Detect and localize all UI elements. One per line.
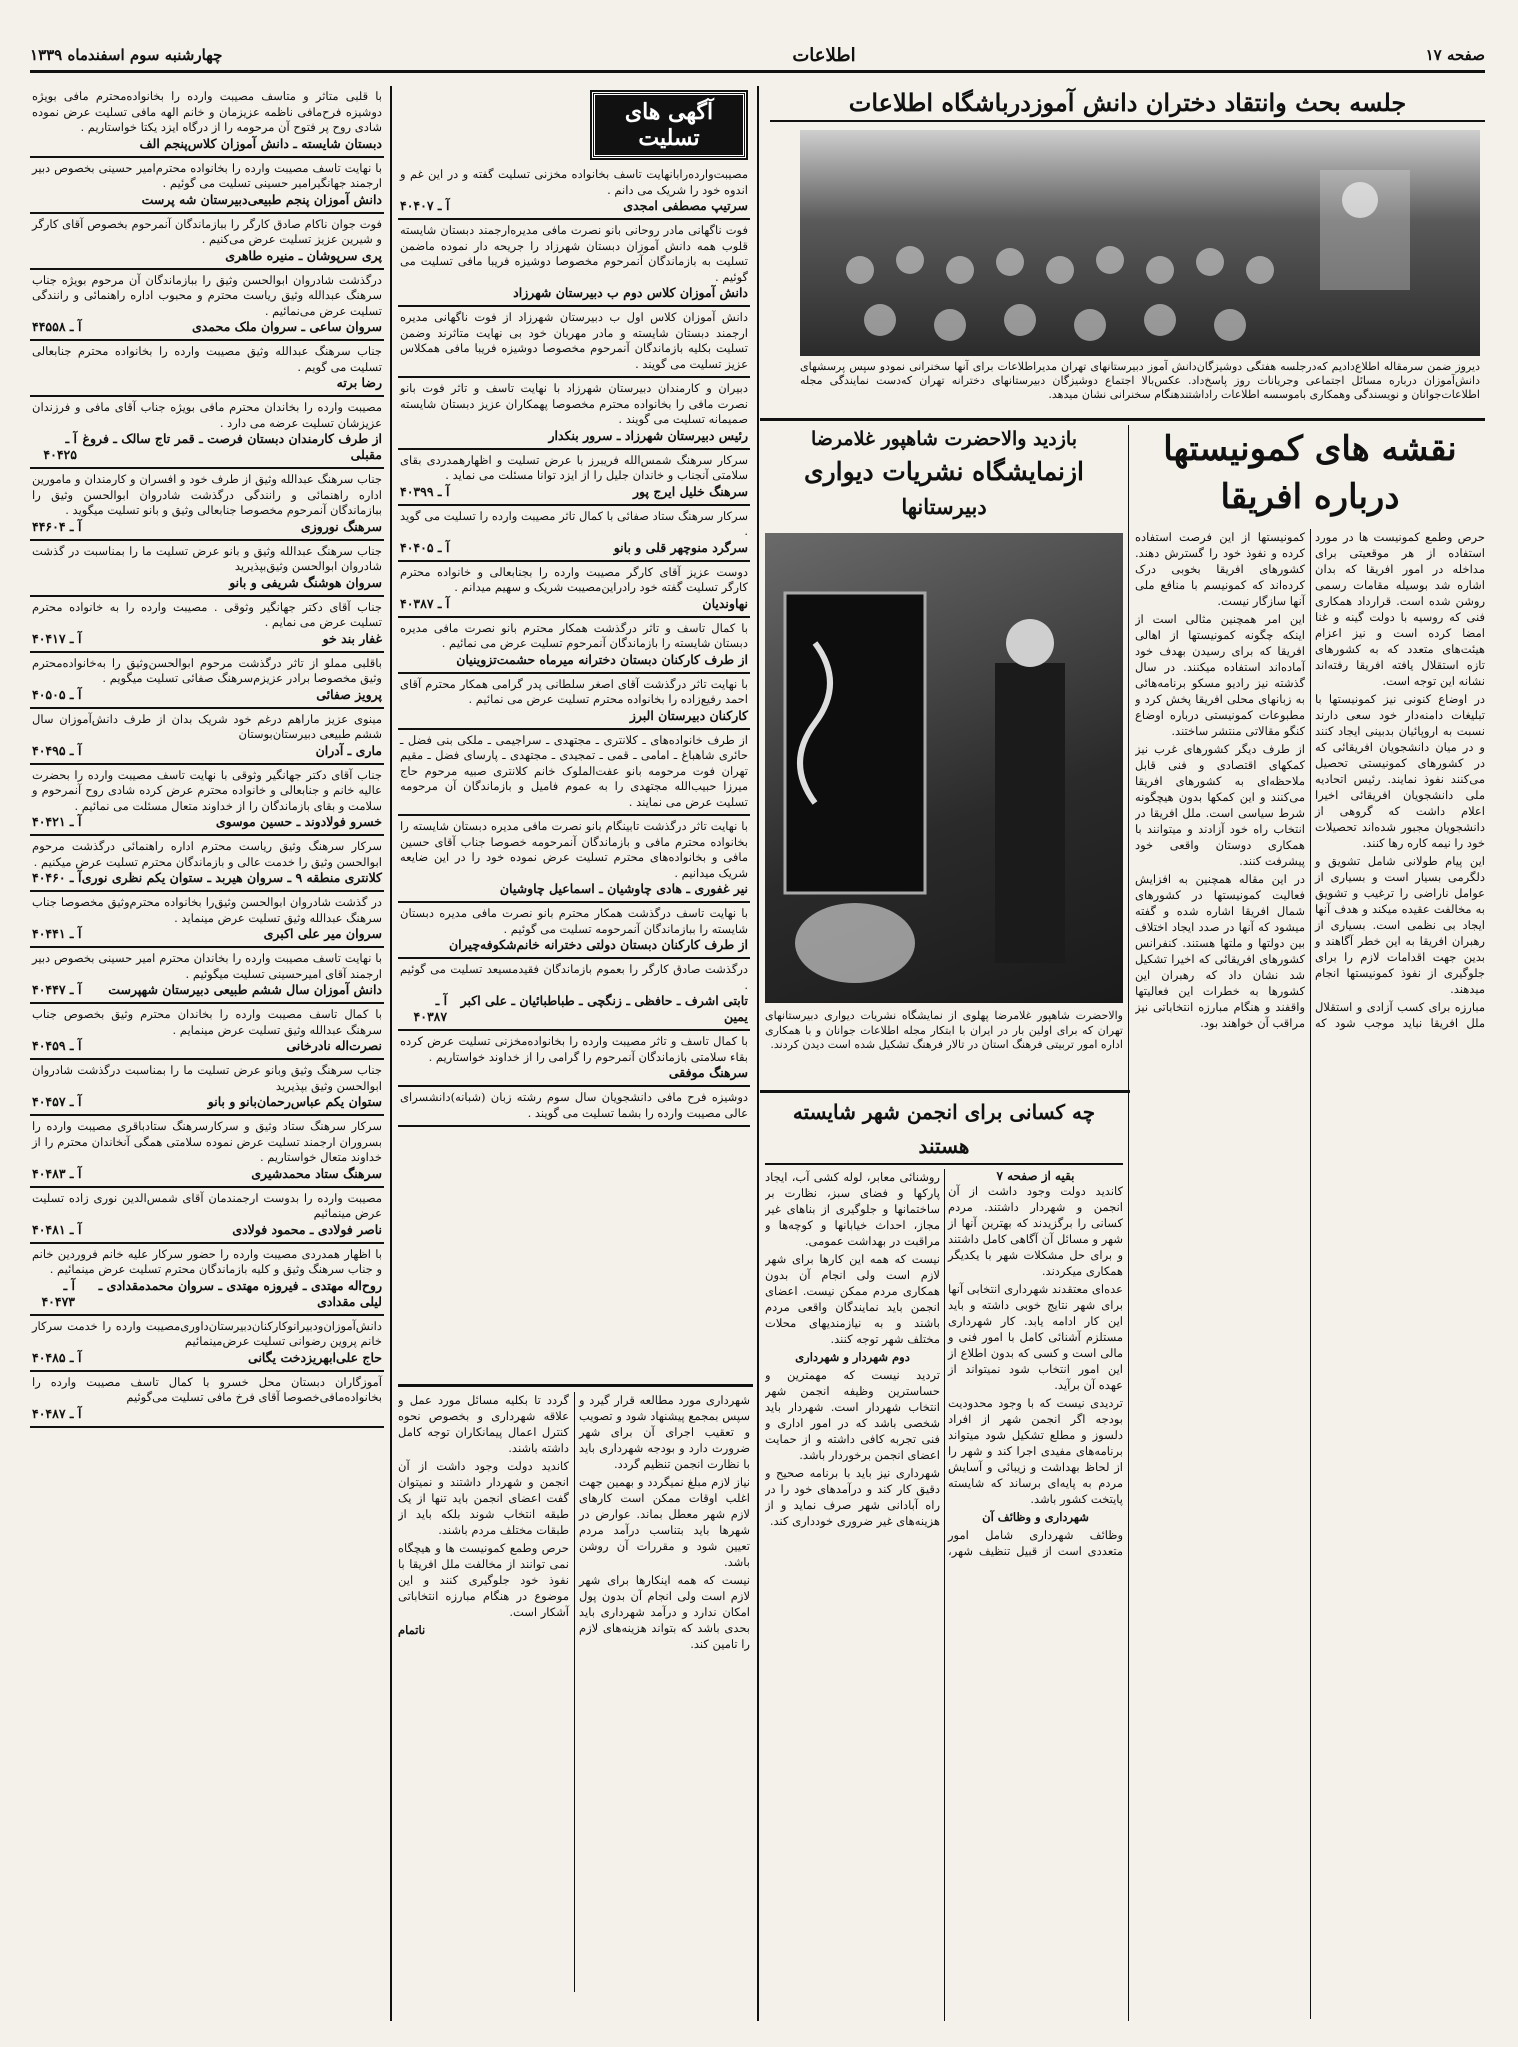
page-number: صفحه ۱۷ [1425, 46, 1485, 64]
notice-signature: ماری ـ آدران [315, 742, 382, 758]
page-header [30, 40, 1485, 73]
notice-signature: کارکنان دبیرستان البرز [629, 707, 748, 723]
notice-signature-row [400, 1065, 748, 1081]
condolence-notice [30, 1372, 384, 1428]
condolence-notice [30, 1004, 384, 1060]
notice-signature-row [32, 1350, 382, 1366]
condolence-notice [30, 541, 384, 597]
notice-code: آ ـ ۴۰۴۴۷ [32, 982, 82, 997]
notice-code: آ ـ ۴۰۴۴۱ [32, 926, 82, 941]
condolence-notice [398, 307, 750, 378]
notice-text: جناب سرهنگ وثیق وبانو عرض تسلیت ما را بمناسبت درگذشت شادروان ابوالحسن وثیق بپذیرید [32, 1063, 382, 1093]
condolence-notice [30, 597, 384, 653]
notice-signature-row [400, 198, 748, 214]
notice-text: آموزگاران دبستان محل خسرو با کمال تاسف مصیبت وارده را بخانواده‌مافی‌خصوصا آقای فرخ مافی تسلیت می‌گوئیم [32, 1374, 382, 1404]
paragraph: شهرداری مورد مطالعه قرار گیرد و سپس بمجمع پیشنهاد شود و تصویب و تعقیب اجرای آن برای شهر ضرورت دارد و بودجه شهرداری باید با نظارت انجمن تنظیم گردد. [579, 1393, 750, 1471]
notice-signature: سرهنگ ستاد محمدشیری [251, 1165, 382, 1181]
notice-signature-row [32, 431, 382, 463]
condolence-notice [30, 948, 384, 1004]
notice-signature-row [32, 631, 382, 647]
notice-code: آ ـ ۴۰۳۹۹ [400, 483, 450, 499]
notice-signature-row [32, 814, 382, 830]
condolence-notice [30, 892, 384, 948]
notice-text: مصیبت وارده را بخاندان محترم مافی بویژه جناب آقای مافی و فرزندان عزیزشان تسلیت عرضه می دارد . [32, 400, 382, 430]
notice-signature-row [32, 575, 382, 591]
photo-caption: والاحضرت شاهپور غلامرضا پهلوی از نمایشگاه نشریات دیواری دبیرستانهای تهران که برای اولین بار در ایران با ابتکار مجله اطلاعات جوانان و با همکاری اداره امور تربیتی فرهنگ استان در تالار فرهنگ تشکیل شده است دیدن کردند. [765, 1009, 1123, 1051]
paragraph: در این مقاله همچنین به افزایش فعالیت کمونیستها در کشورهای شمال افریقا اشاره شده و گفته میشود که آنها در صدد ایجاد اختلاف بین دولتها و ملتها هستند. کنفرانس کشورهای افریقائی که اخیرا تشکیل شد نشان داد که رهبران این کشورها به خطرات این فعالیتها واقفند و هنگام مبارزه انتخاباتی نیز مراقب آن خواهند بود. [1135, 872, 1305, 1030]
paragraph: نیاز لازم مبلغ نمیگردد و بهمین جهت اغلب اوقات ممکن است کارهای لازم شهر معطل بماند. عوارض در شهرها باید بتناسب درآمد مردم تعیین شود و مقررات آن روشن باشد. [579, 1475, 750, 1569]
notice-text: با نهایت تاثر درگذشت آقای اصغر سلطانی پدر گرامی همکار محترم آقای احمد رفیع‌زاده را بخانواده محترم تسلیت عرض می نمائیم . [400, 676, 748, 706]
notice-signature-row [400, 596, 748, 612]
notice-signature: خسرو فولادوند ـ حسین موسوی [215, 814, 382, 829]
notice-signature-row [32, 319, 382, 335]
notice-signature-row [32, 1278, 382, 1310]
bottom-article [398, 1392, 750, 2020]
notice-signature: دبستان شایسته ـ دانش آموزان کلاس‌پنجم الف [139, 135, 382, 151]
headline-line-1: بازدید والاحضرت شاهپور غلامرضا [810, 428, 1077, 450]
notice-signature: سروان ساعی ـ سروان ملک محمدی [191, 319, 382, 334]
headline-line-3: دبیرستانها [901, 494, 987, 519]
photo-illustration [765, 533, 1123, 1003]
paragraph: کاندید دولت وجود داشت از آن انجمن و شهردار داشتند. مردم کسانی را برگزیدند که بهترین آنها از شهر و مسائل آن آگاهی کامل داشتند و برای حل مشکلات شهر با یکدیگر همکاری میکردند. [948, 1184, 1123, 1278]
notice-signature: از طرف کارکنان دبستان دخترانه میرماه حشمت‌تزوینیان [456, 651, 748, 667]
notice-code: آ ـ ۴۰۴۵۹ [32, 1038, 82, 1053]
notice-signature-row [400, 540, 748, 556]
headline-line-1: نقشه های کمونیستها [1163, 429, 1457, 469]
notice-signature-row [32, 519, 382, 535]
notice-signature-row [32, 926, 382, 942]
condolence-notice [30, 86, 384, 158]
notice-signature: سرهنگ موفقی [668, 1065, 748, 1080]
divider [760, 1090, 1130, 1093]
paragraph: تردیدی نیست که با وجود محدودیت بودجه اگر انجمن شهر از افراد دلسوز و مطلع تشکیل شود میتواند برنامه‌های مفیدی اجرا کند و شهر را از لحاظ بهداشت و زیبائی و آسایش مردم به پایه‌ای برساند که شایسته پایتخت کشور باشد. [948, 1396, 1123, 1506]
notice-signature-row [32, 136, 382, 152]
notice-signature: روح‌اله مهتدی ـ فیروزه مهتدی ـ سروان محمدمقدادی ـ لیلی مقدادی [98, 1277, 382, 1309]
notice-signature-row [400, 285, 748, 301]
condolence-notice [398, 1087, 750, 1127]
article-city-council [765, 1095, 1123, 2021]
newspaper-name: اطلاعات [792, 44, 856, 66]
notice-code: آ ـ ۴۴۶۰۴ [32, 518, 82, 534]
issue-date: چهارشنبه سوم اسفندماه ۱۳۳۹ [30, 46, 223, 64]
notice-code: آ ـ ۴۰۴۷۳ [41, 1277, 76, 1309]
paragraph: این امر همچنین مثالی است از اینکه چگونه کمونیستها از اهالی افریقا که برای رسیدن بهدف خود آماده‌اند استفاده میکنند. در سال گذشته نیز رادیو مسکو برنامه‌هائی به زبانهای محلی افریقا پخش کرد و مطبوعات کمونیستی درباره اوضاع کنگو مقالاتی منتشر ساختند. [1135, 612, 1305, 738]
notice-text: مصیبت‌وارده‌رابانهایت تاسف بخانواده مخزنی تسلیت گفته و در این غم و اندوه خود را شریک می دانم . [400, 167, 748, 197]
notice-text: دبیران و کارمندان دبیرستان شهرزاد با نهایت تاسف و تاثر فوت بانو نصرت مافی را بخانواده محترم مخصوصا پهمکاران عزیز دبستان شایسته صمیمانه تسلیت می گویند . [400, 381, 748, 426]
paragraph: در اوضاع کنونی نیز کمونیستها با تبلیغات دامنه‌دار خود سعی دارند نسبت به اروپائیان بدبینی ایجاد کنند و در میان دانشجویان افریقائی که در کشورهای کمونیستی تحصیل می‌کنند نفوذ نمایند. رئیس اتحادیه ملی دانشجویان افریقائی اخیرا اعلام داشت که گروهی از دانشجویان مجبور شده‌اند تحصیلات خود را نیمه کاره رها کنند. [1315, 692, 1485, 850]
notice-signature: پری سرپوشان ـ منیره طاهری [225, 247, 382, 263]
notice-text: با قلبی متاثر و متاسف مصیبت وارده را بخانواده‌محترم مافی بویژه دوشیزه فرح‌مافی ناظمه عزیزمان و خانم الهه مافی تسلیت عرض نموده شادی روح پر فتوح آن مرحومه را از درگاه ایزد یکتا خواستاریم . [32, 89, 382, 134]
notice-text: با نهایت تاسف مصیبت وارده را بخاندان محترم امیر حسینی بخصوص دبیر ارجمند آقای امیرحسینی تسلیت میگوئیم . [32, 951, 382, 981]
notice-signature: سروان میر علی اکبری [263, 926, 382, 941]
notice-signature: پرویز صفائی [316, 686, 382, 702]
headline: چه کسانی برای انجمن شهر شایسته هستند [765, 1095, 1123, 1165]
notice-signature-row [32, 1038, 382, 1054]
notice-code: آ ـ ۴۰۴۱۷ [32, 630, 82, 646]
notice-text: مصیبت وارده را بدوست ارجمندمان آقای شمس‌الدین نوری زاده تسلیت عرض مینمائیم [32, 1190, 382, 1220]
notice-signature: حاج علی‌ابهریزدخت یگانی [248, 1349, 382, 1365]
notice-code: آ ـ ۴۰۴۶۰ [32, 870, 82, 885]
paragraph: شهرداری نیز باید با برنامه صحیح و دقیق کار کند و درآمدهای خود را در راه آبادانی شهر صرف نماید و از هزینه‌های غیر ضروری خودداری کند. [765, 1466, 940, 1528]
notice-signature: دانش آموزان پنجم طبیعی‌دبیرستان شه پرست [141, 191, 382, 207]
notice-text: سرکار سرهنگ شمس‌الله فریبرز با عرض تسلیت و اظهارهمدردی بقای سلامتی آنجناب و خاندان جلیل را از ایزد توانا مسئلت می نماید . [400, 452, 748, 482]
photo-exhibition-visit [765, 533, 1123, 1003]
notice-code: آ ـ ۴۰۳۸۷ [413, 993, 448, 1024]
notice-text: جناب سرهنگ عبدالله وثیق و بانو عرض تسلیت ما را بمناسبت در گذشت شادروان ابوالحسن وثیق‌بپذیرید [32, 543, 382, 573]
photo-students-meeting [800, 130, 1480, 356]
notice-signature: رضا برته [336, 375, 382, 390]
condolence-notice [398, 816, 750, 903]
condolence-notice [30, 836, 384, 892]
notice-signature-row [32, 1166, 382, 1182]
notice-text: با نهایت تاثر درگذشت تابینگام بانو نصرت مافی مدیره دبستان شایسته را بخانواده محترم مافی و بازماندگان آنمرحومه خصوصا جناب آقای حسین مافی و بخانواده‌های محترم تسلیت عرض نموده خود را در این ضایعه شریک میدانیم . [400, 819, 748, 880]
headline-line-2: ازنمایشگاه نشریات دیواری [804, 457, 1084, 486]
notice-signature-row [400, 881, 748, 897]
condolence-notice [398, 903, 750, 959]
notice-code: آ ـ ۴۰۵۰۵ [32, 686, 82, 702]
notice-signature: تابتی اشرف ـ حافظی ـ زنگچی ـ طباطبائیان ـ علی اکبر یمین [460, 993, 748, 1024]
notices-left-column [30, 86, 384, 2021]
notice-text: دوشیزه فرح مافی دانشجویان سال سوم رشته زبان (شبانه)دانشسرای عالی مصیبت وارده را بشما تسلیت می گویند . [400, 1090, 748, 1120]
paragraph: تردید نیست که مهمترین و حساسترین وظیفه انجمن شهر انتخاب شهردار است. شهردار باید شخصی باشد که در امور اداری و فنی تجربه کافی داشته و از حمایت اعضای انجمن برخوردار باشد. [765, 1368, 940, 1462]
photo-illustration [800, 130, 1480, 356]
notice-text: از طرف خانواده‌های ـ کلانتری ـ مجتهدی ـ سراجیمی ـ ملکی بنی فضل ـ حائری شاهباغ ـ امامی ـ قمی ـ تمجیدی ـ مجتهدی ـ پارسای فضل ـ مقیم تهران فوت مرحومه بانو عفت‌الملوک خانم کلانتری صبیه مرحوم حاج میرزا حبیب‌الله مجتهدی را به عموم فامیل و بازماندگان آن مرحومه تسلیت عرض می نمایند . [400, 732, 748, 809]
notice-code: آ ـ ۴۰۴۹۵ [32, 742, 82, 758]
condolence-notice [398, 618, 750, 674]
condolence-notice [30, 270, 384, 342]
notice-signature: از طرف کارکنان دبستان دولتی دخترانه خانم‌شکوفه‌چیران [449, 937, 748, 952]
condolence-notice [398, 674, 750, 730]
condolence-notice [398, 220, 750, 307]
paragraph: نیست که همه اینکارها برای شهر لازم است ولی انجام آن بدون پول امکان ندارد و درآمد شهرداری باید بحدی باشد که بتواند هزینه‌های لازم را تامین کند. [579, 1573, 750, 1651]
notice-signature: غفار بند خو [322, 630, 382, 646]
column-rule [757, 86, 759, 2021]
notice-signature-row [32, 248, 382, 264]
condolence-notice [398, 378, 750, 450]
article-visit [765, 425, 1123, 1085]
condolence-notice [398, 562, 750, 618]
notice-text: دانش‌آموزان‌ودبیرانو‌کارکنان‌دبیرستان‌داوری‌مصیبت وارده را خدمت سرکار خانم پروین رضوانی تسلیت عرض‌مینمائیم [32, 1318, 382, 1348]
notice-signature: ستوان یکم عباس‌رحمان‌بانو و بانو [207, 1094, 382, 1109]
notice-signature-row [32, 870, 382, 886]
notice-signature-row [400, 484, 748, 500]
paragraph: گردد تا بکلیه مسائل مورد عمل و علاقه شهرداری و بخصوص نحوه کنترل اعمال پیمانکاران توجه کامل داشته باشند. [398, 1393, 569, 1455]
condolence-notice [30, 397, 384, 469]
paragraph: حرص وطمع کمونیست ها و هیچگاه نمی توانند از مخالفت ملل افریقا با نفوذ خود جلوگیری کنند و این موضوع در هنگام مبارزه انتخاباتی آشکار است. [398, 1541, 569, 1619]
notice-signature-row [32, 982, 382, 998]
condolence-notice [30, 709, 384, 765]
notice-text: سرکار سرهنگ ستاد وثیق و سرکارسرهنگ ستادباقری مصیبت وارده را بسروران ارجمند تسلیت عرض نموده سلامتی همگی آنخاندان محترم را از خداوند متعال خواستاریم . [32, 1119, 382, 1164]
notice-text: جناب سرهنگ عبدالله وثیق از طرف خود و افسران و کارمندان و مامورین اداره راهنمائی و رانندگی درگذشت شادروان ابوالحسن وثیق را ببازماندگان آنمرحوم مخصوصا جنابعالی وثیق و بانو تسلیت میگوید . [32, 472, 382, 517]
notice-signature-row [32, 1406, 382, 1422]
notice-code: آ ـ ۴۴۵۵۸ [32, 319, 82, 334]
notice-signature-row [400, 428, 748, 444]
paragraph: عده‌ای معتقدند شهرداری انتخابی آنها برای شهر نتایج خوبی داشته و باید این کار ادامه یابد. کار شهرداری مستلزم آشنائی کامل با امور فنی و مالی است و کسی که بدون اطلاع از این امور انتخاب شود نمیتواند از عهده آن برآید. [948, 1282, 1123, 1392]
notice-text: با کمال تاسف و تاثر درگذشت همکار محترم بانو نصرت مافی مدیره دبستان شایسته را بازماندگان آنمرحوم تسلیت عرض می نمائیم . [400, 620, 748, 650]
notice-signature-row [32, 743, 382, 759]
end-marker: ناتمام [398, 1623, 426, 1637]
notice-text: با کمال تاسف و تاثر مصیبت وارده را بخانواده‌مخزنی تسلیت عرض کرده بقاء سلامتی بازماندگان آنمرحوم را گرامی را از خداوند خواستاریم . [400, 1034, 748, 1064]
photo-caption: دیروز ضمن سرمقاله اطلاع‌دادیم که‌درجلسه هفتگی دوشیزگان‌دانش آموز دبیرستانهای تهران مدیراطلاعات برای آنها سخنرانی نمودو سپس پرسشهای دانش‌آموزان درباره مسائل اجتماعی وجریانات روز پاسخ‌داد. عکس‌بالا اجتماع دوشیزگان دبیرستانهای دخترانه تهران که‌دست نمایندگی مجله اطلاعات‌جوانان و نویسندگی وهمکاری باموسسه اطلاعات راداشتندهنگام سخنرانی نشان میدهد. [800, 360, 1480, 401]
notice-code: آ ـ ۴۰۴۰۵ [400, 539, 450, 555]
condolence-notice [30, 341, 384, 397]
notice-text: با نهایت تاسف مصیبت وارده را بخانواده محترم‌امیر حسینی بخصوص دبیر ارجمند جهانگیرامیر حسینی تسلیت می گوئیم . [32, 160, 382, 190]
divider [398, 1384, 753, 1387]
notice-signature: نصرت‌اله نادرخانی [286, 1038, 382, 1053]
notice-signature-row [32, 192, 382, 208]
condolence-notice [398, 164, 750, 220]
notice-code: آ ـ ۴۰۴۸۱ [32, 1221, 82, 1237]
notice-code: آ ـ ۴۰۴۰۷ [400, 198, 450, 213]
continued-note: بقیه از صفحه ۷ [996, 1169, 1075, 1183]
notice-code: آ ـ ۴۰۴۵۷ [32, 1094, 82, 1109]
notice-text: فوت ناگهانی مادر روحانی بانو نصرت مافی مدیره‌ارجمند دبستان شایسته قلوب همه دانش آموزان دبستان شهرزاد را جریحه دار نموده ماضمن تسلیت به بازماندگان آنمرحوم مخصوصا دوشیزه فریبا مافی تسلیت می گوئیم . [400, 223, 748, 284]
paragraph: کاندید دولت وجود داشت از آن انجمن و شهردار داشتند و نمیتوان گفت اعضای انجمن باید تنها از یک طبقه انتخاب شوند بلکه باید از طبقات مختلف مردم باشند. [398, 1459, 569, 1537]
paragraph: از طرف دیگر کشورهای غرب نیز کمکهای اقتصادی و فنی قابل ملاحظه‌ای به کشورهای افریقا می‌کنند و این کمکها بدون هیچگونه شرط سیاسی است. ملل افریقا در انتخاب راه خود آزادند و میتوانند با همکاری دوستان واقعی خود پیشرفت کنند. [1135, 742, 1305, 868]
notice-code: آ ـ ۴۰۴۸۵ [32, 1349, 82, 1365]
condolence-notice [30, 1188, 384, 1244]
notice-signature: ناصر فولادی ـ محمود فولادی [232, 1221, 382, 1237]
notice-code: آ ـ ۴۰۳۸۷ [400, 595, 450, 611]
notice-signature-row [32, 1222, 382, 1238]
notice-signature: سرتیپ مصطفی امجدی [623, 198, 748, 213]
notices-middle-column [398, 86, 750, 1381]
paragraph: حرص وطمع کمونیست ها در مورد استفاده از هر موقعیتی برای مداخله در امور افریقا که بدان اشاره شد بوسیله مقامات رسمی روشن شده است. قرارداد همکاری فنی که روسیه با دولت گینه و غنا امضا کرده است و نیز اعزام هیئت‌های متعدد که به کشورهای تازه استقلال یافته افریقا رفته‌اند نشانه این توجه است. [1315, 530, 1485, 688]
condolence-notice [398, 959, 750, 1031]
notice-text: درگذشت صادق کارگر را بعموم بازماندگان فقیدمسیعد تسلیت می گوئیم . [400, 962, 748, 992]
condolence-notice [30, 1116, 384, 1188]
notice-code: آ ـ ۴۰۴۲۵ [43, 431, 77, 462]
notice-signature-row [400, 993, 748, 1025]
article-top [770, 86, 1485, 426]
column-rule [1128, 425, 1129, 2021]
condolence-notice [30, 653, 384, 709]
notice-signature-row [400, 652, 748, 668]
notice-text: با نهایت تاسف درگذشت همکار محترم بانو نصرت مافی مدیره دبستان شایسته را ببازماندگان آنمرحومه تسلیت می گوئیم . [400, 906, 748, 936]
notice-signature: کلانتری منطقه ۹ ـ سروان هیربد ـ ستوان یکم نظری نوری [81, 870, 382, 885]
notice-text: جناب آقای دکتر جهانگیر وثوقی . مصیبت وارده را به خانواده محترم تسلیت عرض می نمایم . [32, 599, 382, 629]
notice-signature-row [32, 1094, 382, 1110]
notice-code: آ ـ ۴۰۴۲۱ [32, 814, 82, 829]
condolence-notice [398, 730, 750, 817]
notice-text: دوست عزیز آقای کارگر مصیبت وارده را بجنابعالی و خانواده محترم کارگر تسلیت گفته خود رادراین‌مصیبت شریک و سهیم میدانم . [400, 564, 748, 594]
condolence-notice [398, 1031, 750, 1087]
divider [760, 418, 1485, 421]
notice-text: جناب سرهنگ عبدالله وثیق مصیبت وارده را بخانواده محترم جنابعالی تسلیت می گویم . [32, 344, 382, 374]
notice-signature: سرهنگ خلیل ایرج پور [633, 483, 748, 499]
condolence-notice [30, 469, 384, 541]
condolence-notice [30, 158, 384, 214]
condolence-notice [30, 214, 384, 270]
notice-text: با کمال تاسف مصیبت وارده را بخاندان محترم وثیق بخصوص جناب سرهنگ عبدالله وثیق تسلیت عرض مینمایم . [32, 1007, 382, 1037]
notice-signature-row [32, 687, 382, 703]
condolence-notice [30, 1244, 384, 1316]
notice-signature: سروان هوشنگ شریفی و بانو [229, 574, 382, 590]
subheading: شهرداری و وظائف آن [982, 1510, 1089, 1524]
notice-text: فوت جوان ناکام صادق کارگر را ببازماندگان آنمرحوم بخصوص آقای کارگر و شیرین عزیز تسلیت عرض می‌کنیم . [32, 216, 382, 246]
notice-code: آ ـ ۴۰۴۸۳ [32, 1165, 82, 1181]
notice-signature: نیر غفوری ـ هادی چاوشیان ـ اسماعیل چاوشیان [499, 881, 748, 896]
notice-signature-row [400, 708, 748, 724]
headline-line-2: درباره افریقا [1220, 477, 1400, 517]
notice-signature: دانش آموزان کلاس دوم ب دبیرستان شهرزاد [513, 285, 748, 300]
condolence-notice [398, 506, 750, 562]
notice-text: جناب آقای دکتر جهانگیر وثوقی با نهایت تاسف مصیبت وارده را بحضرت عالیه خانم و جنابعالی و خانواده محترم عرض کرده شادی روح آنمرحوم و سلامت و بقای بازماندگان را از خداوند متعال مسئلت می نمائیم . [32, 767, 382, 813]
paragraph: این پیام طولانی شامل تشویق و دلگرمی بسیار است و بسیاری از عوامل ناراضی را ترغیب و تشویق به مخالفت عقیده میکند و هدف آنها ایجاد بی نظمی است. بسیاری از رهبران افریقا به این خطر آگاهند و بدین جهت اقدامات لازم را برای جلوگیری از نفوذ کمونیستها انجام میدهند. [1315, 854, 1485, 996]
notice-text: مینوی عزیز ماراهم درغم خود شریک بدان از طرف دانش‌آموزان سال ششم طبیعی دبیرستان‌بوستان [32, 711, 382, 741]
paragraph: نیست که همه این کارها برای شهر لازم است ولی انجام آن بدون همکاری مردم ممکن نیست. اعضای انجمن باید نمایندگان واقعی مردم باشند و به نیازمندیهای محلات مختلف شهر توجه کنند. [765, 1252, 940, 1346]
notice-text: سرکار سرهنگ وثیق ریاست محترم اداره راهنمائی درگذشت مرحوم ابوالحسن وثیق را خدمت عالی و بازماندگان محترم تسلیت عرض میکنیم . [32, 839, 382, 869]
notice-signature: دانش آموزان سال ششم طبیعی دبیرستان شهپرست [108, 982, 382, 997]
paragraph: مبارزه برای کسب آزادی و استقلال ملل افریقا نباید موجب شود که کمونیستها از این فرصت استفاده کرده و نفوذ خود را گسترش دهند. کشورهای افریقا بخوبی درک کرده‌اند که کمونیسم با منافع ملی آنها سازگار نیست. [1135, 530, 1485, 1030]
notice-signature-row [400, 937, 748, 953]
notice-signature: نهاوندیان [702, 595, 748, 611]
notice-text: در گذشت شادروان ابوالحسن وثیق‌را بخانواده محترم‌وثیق مخصوصا جناب سرهنگ عبدالله وثیق تسلیت عرض مینماید . [32, 895, 382, 925]
condolence-notice [30, 1060, 384, 1116]
notice-signature-row [32, 375, 382, 391]
paragraph: وظائف شهرداری شامل امور متعددی است از قبیل تنظیف شهر، روشنائی معابر، لوله کشی آب، ایجاد پارکها و فضای سبز، نظارت بر ساختمانها و جلوگیری از بناهای غیر مجاز، احداث خیابانها و کوچه‌ها و مراقبت در بهداشت عمومی. [765, 1170, 1123, 1558]
condolence-notice [398, 450, 750, 506]
notice-text: سرکار سرهنگ ستاد صفائی با کمال تاثر مصیبت وارده را تسلیت می گوید . [400, 508, 748, 538]
subheading: دوم شهردار و شهرداری [795, 1350, 910, 1364]
condolence-notice [30, 1316, 384, 1372]
notice-code: آ ـ ۴۰۴۸۷ [32, 1405, 82, 1421]
notice-text: باقلبی مملو از تاثر درگذشت مرحوم ابوالحسن‌وثیق را به‌خانواده‌محترم وثیق مخصوصا برادر عزیزم‌سرهنگ صفائی تسلیت میگویم . [32, 655, 382, 685]
condolence-notice [30, 765, 384, 837]
headline: جلسه بحث وانتقاد دختران دانش آموزدرباشگاه اطلاعات [770, 86, 1485, 122]
notice-text: دانش آموزان کلاس اول ب دبیرستان شهرزاد از فوت ناگهانی مدیره ارجمند دبستان شایسته و مادر مهربان خود بی نهایت متاثرند وضمن تسلیت بکلیه بازماندگان آنمرحوم مخصوصا دوشیزه فریبا مافی همکلاس عزیز تسلیت می گویند . [400, 310, 748, 371]
column-rule [390, 86, 392, 2021]
notices-section-title: آگهی های تسلیت [592, 92, 746, 158]
notice-signature: از طرف کارمندان دبستان فرصت ـ قمر تاج سالک ـ فروغ مقبلی [82, 431, 382, 462]
notice-signature: رئیس دبیرستان شهرزاد ـ سرور بنکدار [548, 427, 748, 443]
notice-signature: سرگرد منوچهر قلی و بانو [613, 539, 748, 555]
article-communists [1135, 425, 1485, 2021]
notice-text: با اظهار همدردی مصیبت وارده را حضور سرکار علیه خانم فروردین خانم و جناب سرهنگ وثیق و کلیه بازماندگان محترم تسلیت عرض مینمائیم . [32, 1246, 382, 1276]
notice-text: درگذشت شادروان ابوالحسن وثیق را ببازماندگان آن مرحوم بویژه جناب سرهنگ عبدالله وثیق ریاست محترم و محبوب اداره راهنمائی و رانندگی تسلیت عرض می‌نمائیم . [32, 272, 382, 318]
notice-signature: سرهنگ نوروزی [300, 518, 382, 534]
